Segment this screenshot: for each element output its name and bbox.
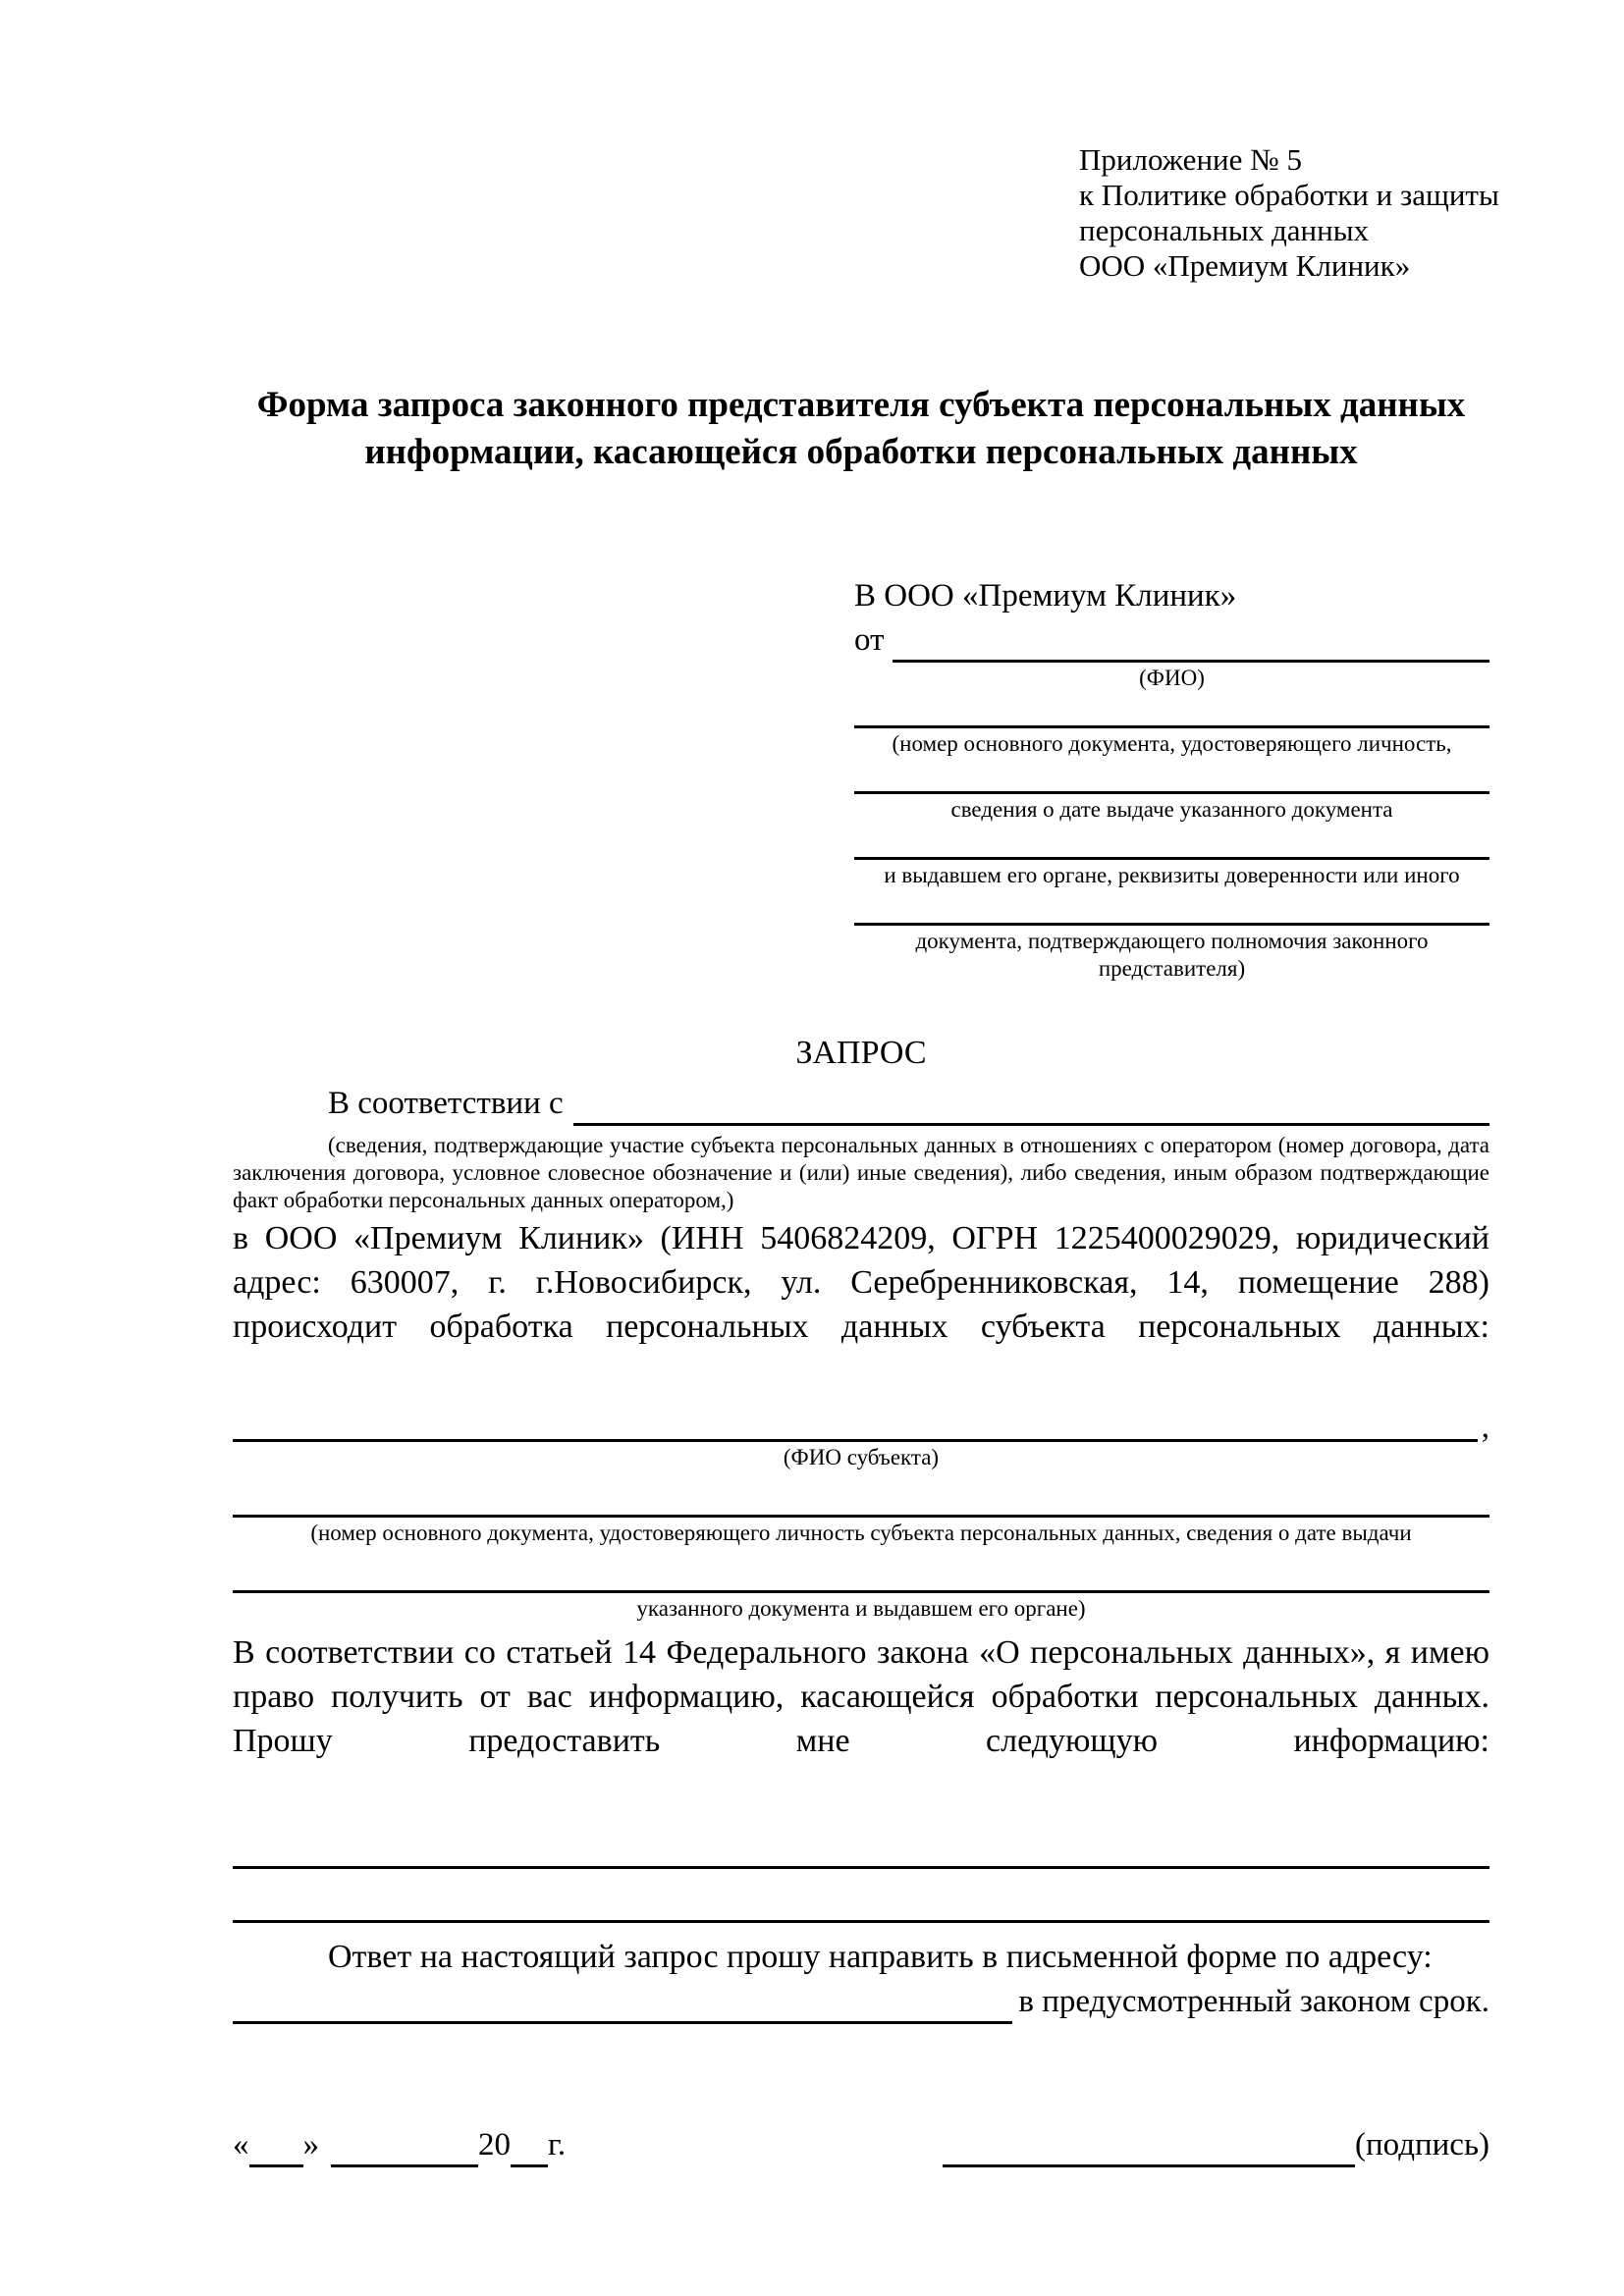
operator-paragraph: в ООО «Премиум Клиник» (ИНН 5406824209, ОГРН 1225400029029, юридический адрес: 630007, г. г.Новосибирск, ул. Серебренниковская, 14, помещение 288) происходит обработка персональных данных субъекта персональных данных: <box>233 1220 1489 1345</box>
recipient-block <box>854 574 1489 983</box>
reply-paragraph: Ответ на настоящий запрос прошу направить в письменной форме по адресу: <box>328 1939 1433 1975</box>
doc-fill-line-3 <box>854 829 1489 860</box>
from-label: от <box>854 622 885 659</box>
doc-caption-1: (номер основного документа, удостоверяющего личность, <box>892 731 1452 756</box>
doc-fill-line-1 <box>854 698 1489 728</box>
subject-doc-caption-1: (номер основного документа, удостоверяющего личность субъекта персональных данных, сведения о дате выдачи <box>310 1521 1412 1545</box>
law-paragraph: В соответствии со статьей 14 Федерального закона «О персональных данных», я имею право получить от вас информацию, касающейся обработки персональных данных. Прошу предоставить мне следующую информацию: <box>233 1634 1489 1759</box>
subject-doc-group-2 <box>233 1553 1489 1623</box>
info-fill-line-1 <box>233 1807 1489 1869</box>
appendix-note <box>1079 142 1501 284</box>
appendix-note-line: ООО «Премиум Клиник» <box>1079 248 1411 283</box>
accordance-caption: (сведения, подтверждающие участие субъекта персональных данных в отношениях с оператором (номер договора, дата заключения договора, условное словесное обозначение и (или) иные сведения), либо сведения, иным образом подтверждающие факт обработки персональных данных оператором,) <box>233 1133 1489 1212</box>
accordance-row <box>233 1081 1489 1126</box>
from-row <box>854 617 1489 663</box>
subject-fio-fill-line <box>233 1439 1478 1442</box>
doc-field-group-2 <box>854 764 1489 824</box>
doc-field-group-1 <box>854 698 1489 758</box>
date-month-fill-line <box>331 2131 478 2167</box>
doc-fill-line-2 <box>854 764 1489 794</box>
footer-row <box>233 2122 1489 2167</box>
date-year-suffix: г. <box>548 2127 567 2163</box>
subject-fio-caption: (ФИО субъекта) <box>783 1445 940 1469</box>
subject-doc-fill-line-1 <box>233 1477 1489 1518</box>
reply-address-row <box>233 1979 1489 2024</box>
date-year-fill-line <box>511 2131 548 2167</box>
doc-fill-line-4 <box>854 895 1489 926</box>
recipient-to: В ООО «Премиум Клиник» <box>854 578 1237 614</box>
appendix-note-line: Приложение № 5 <box>1079 142 1302 177</box>
form-title-line-1: Форма запроса законного представителя субъекта персональных данных <box>256 385 1466 425</box>
subject-fio-row <box>233 1410 1489 1445</box>
date-open-quote: « <box>233 2127 249 2163</box>
doc-field-group-4 <box>854 895 1489 983</box>
doc-field-group-3 <box>854 829 1489 889</box>
trailing-comma: , <box>1481 1410 1489 1445</box>
reply-address-fill-line <box>233 2021 1012 2024</box>
signature-block <box>943 2124 1489 2167</box>
form-title <box>233 382 1489 476</box>
date-year-prefix: 20 <box>478 2127 511 2163</box>
doc-caption-2: сведения о дате выдаче указанного документа <box>950 797 1393 822</box>
fio-caption: (ФИО) <box>1139 666 1205 690</box>
date-day-fill-line <box>249 2131 303 2167</box>
signature-fill-line <box>943 2131 1355 2167</box>
info-fill-line-2 <box>233 1869 1489 1923</box>
doc-caption-4: документа, подтверждающего полномочия законного представителя) <box>915 929 1429 981</box>
accordance-fill-line <box>573 1123 1489 1126</box>
request-heading: ЗАПРОС <box>795 1035 927 1071</box>
accordance-label: В соответствии с <box>328 1086 564 1122</box>
subject-doc-caption-2: указанного документа и выдавшем его органе) <box>636 1596 1086 1621</box>
appendix-note-line: персональных данных <box>1079 213 1370 247</box>
form-title-line-2: информации, касающейся обработки персональных данных <box>364 432 1358 472</box>
appendix-note-line: к Политике обработки и защиты <box>1079 178 1499 212</box>
date-close-quote: » <box>302 2127 319 2163</box>
subject-doc-group-1 <box>233 1477 1489 1547</box>
date-block <box>233 2124 566 2167</box>
subject-doc-fill-line-2 <box>233 1553 1489 1593</box>
signature-caption: (подпись) <box>1355 2127 1489 2163</box>
doc-caption-3: и выдавшем его органе, реквизиты доверенности или иного <box>884 863 1460 887</box>
reply-tail: в предусмотренный законом срок. <box>1018 1984 1489 2020</box>
from-fill-line <box>893 660 1490 663</box>
